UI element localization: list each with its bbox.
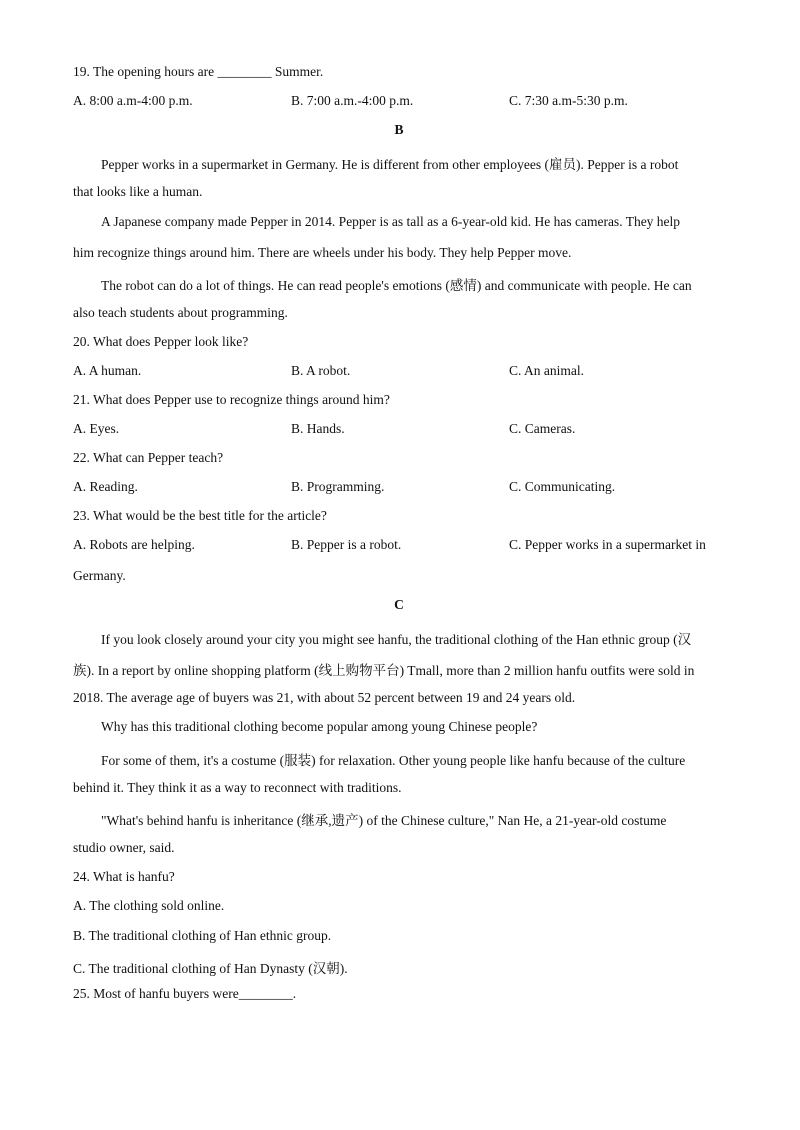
q23-option-b: B. Pepper is a robot.	[291, 537, 402, 552]
q21-option-b: B. Hands.	[291, 421, 345, 436]
q22-option-c: C. Communicating.	[509, 479, 616, 494]
passage-b-line: A Japanese company made Pepper in 2014. Pepper is as tall as a 6-year-old kid. He has cameras. They help	[101, 214, 681, 229]
passage-b-line: Pepper works in a supermarket in Germany. He is different from other employees (雇员). Pepper is a robot	[101, 157, 679, 172]
q23-option-c-continuation: Germany.	[73, 568, 126, 583]
q23-option-a: A. Robots are helping.	[73, 537, 195, 552]
q19-option-b: B. 7:00 a.m.-4:00 p.m.	[291, 93, 414, 108]
section-c-heading: C	[394, 597, 404, 612]
question-23: 23. What would be the best title for the article?	[73, 508, 327, 523]
passage-c-line: If you look closely around your city you might see hanfu, the traditional clothing of the Han ethnic group (汉	[101, 632, 692, 647]
question-19: 19. The opening hours are ________ Summer.	[73, 64, 324, 79]
passage-b-line: The robot can do a lot of things. He can read people's emotions (感情) and communicate with people. He can	[101, 278, 692, 293]
q23-option-c: C. Pepper works in a supermarket in	[509, 537, 706, 552]
q20-option-c: C. An animal.	[509, 363, 584, 378]
q20-option-a: A. A human.	[73, 363, 142, 378]
passage-b-line: that looks like a human.	[73, 184, 203, 199]
question-24: 24. What is hanfu?	[73, 869, 175, 884]
passage-c-line: 2018. The average age of buyers was 21, with about 52 percent between 19 and 24 years old.	[73, 690, 576, 705]
question-22: 22. What can Pepper teach?	[73, 450, 224, 465]
passage-b-line: him recognize things around him. There are wheels under his body. They help Pepper move.	[73, 245, 572, 260]
question-21: 21. What does Pepper use to recognize things around him?	[73, 392, 390, 407]
q24-option-a: A. The clothing sold online.	[73, 898, 225, 913]
q22-option-b: B. Programming.	[291, 479, 385, 494]
question-20: 20. What does Pepper look like?	[73, 334, 249, 349]
section-b-heading: B	[394, 122, 404, 137]
passage-b-line: also teach students about programming.	[73, 305, 288, 320]
q24-option-c: C. The traditional clothing of Han Dynasty (汉朝).	[73, 961, 348, 976]
passage-c-line: Why has this traditional clothing become popular among young Chinese people?	[101, 719, 538, 734]
q20-option-b: B. A robot.	[291, 363, 351, 378]
passage-c-line: studio owner, said.	[73, 840, 175, 855]
passage-c-line: behind it. They think it as a way to reconnect with traditions.	[73, 780, 402, 795]
q21-option-a: A. Eyes.	[73, 421, 120, 436]
q22-option-a: A. Reading.	[73, 479, 138, 494]
question-25: 25. Most of hanfu buyers were________.	[73, 986, 297, 1001]
q19-option-a: A. 8:00 a.m-4:00 p.m.	[73, 93, 193, 108]
q24-option-b: B. The traditional clothing of Han ethnic group.	[73, 928, 332, 943]
passage-c-line: 族). In a report by online shopping platform (线上购物平台) Tmall, more than 2 million hanfu outfits were sold in	[73, 663, 695, 678]
q19-option-c: C. 7:30 a.m-5:30 p.m.	[509, 93, 628, 108]
q21-option-c: C. Cameras.	[509, 421, 576, 436]
passage-c-line: For some of them, it's a costume (服装) for relaxation. Other young people like hanfu because of the culture	[101, 753, 686, 768]
passage-c-line: "What's behind hanfu is inheritance (继承,遗产) of the Chinese culture," Nan He, a 21-year-old costume	[101, 813, 667, 828]
